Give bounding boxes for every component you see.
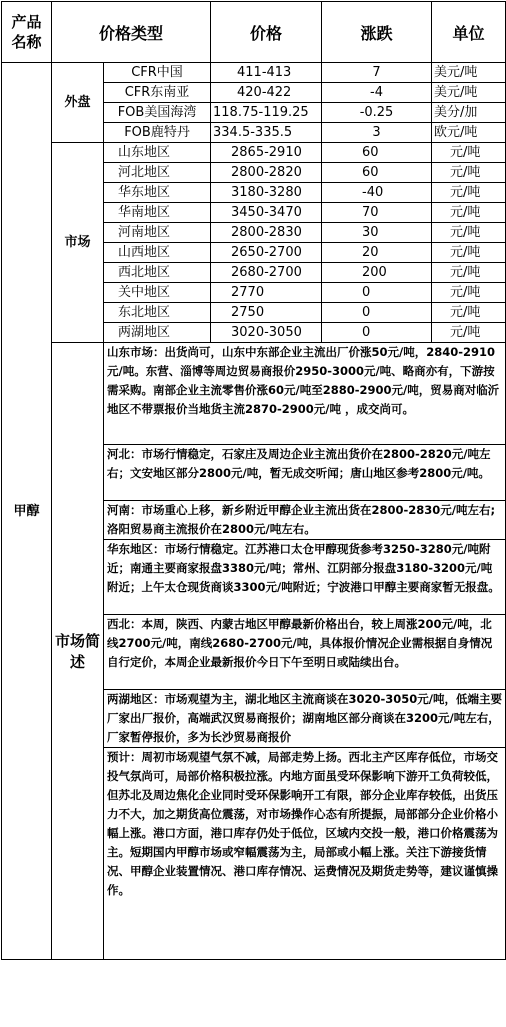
price-type-cell: 华东地区 <box>104 183 211 203</box>
header-change: 涨跌 <box>322 2 432 63</box>
change-cell: 200 <box>322 263 432 283</box>
price-cell: 2800-2820 <box>211 163 322 183</box>
price-type-cell: 关中地区 <box>104 283 211 303</box>
summary-row <box>2 343 506 445</box>
price-type-cell: 两湖地区 <box>104 323 211 343</box>
change-cell: 3 <box>322 123 432 143</box>
header-type: 价格类型 <box>52 2 211 63</box>
summary-text-cell: 两湖地区：市场观望为主，湖北地区主流商谈在3020-3050元/吨，低端主要厂家出厂报价，高端武汉贸易商报价；湖南地区部分商谈在3200元/吨左右，厂家暂停报价，多为长沙贸易商报价 <box>104 690 506 748</box>
price-type-cell: 东北地区 <box>104 303 211 323</box>
unit-cell: 元/吨 <box>432 223 506 243</box>
change-cell: 30 <box>322 223 432 243</box>
price-type-cell: 西北地区 <box>104 263 211 283</box>
unit-cell: 元/吨 <box>432 143 506 163</box>
unit-cell: 元/吨 <box>432 163 506 183</box>
unit-cell: 美元/吨 <box>432 63 506 83</box>
change-cell: 7 <box>322 63 432 83</box>
change-cell: 20 <box>322 243 432 263</box>
change-cell: -0.25 <box>322 103 432 123</box>
unit-cell: 元/吨 <box>432 263 506 283</box>
summary-group-label <box>52 343 104 960</box>
market-group-label: 市场 <box>52 143 104 343</box>
unit-cell: 欧元/吨 <box>432 123 506 143</box>
price-cell: 2650-2700 <box>211 243 322 263</box>
summary-text-cell: 预计：周初市场观望气氛不减，局部走势上扬。西北主产区库存低位，市场交投气氛尚可，局部价格积极拉涨。内地方面虽受环保影响下游开工负荷较低，但苏北及周边焦化企业同时受环保影响开工有限，部分企业库存较低，出货压力不大，加之期货高位震荡，对市场操作心态有所提振，局部部分企业价格小幅上涨。港口方面，港口库存仍处于低位，区域内交投一般，港口价格震荡为主。短期国内甲醇市场或窄幅震荡为主，局部或小幅上涨。关注下游接货情况、甲醇企业装置情况、港口库存情况、运费情况及期货走势等，建议谨慎操作。 <box>104 748 506 960</box>
price-cell: 118.75-119.25 <box>211 103 322 123</box>
summary-text-cell: 河南：市场重心上移，新乡附近甲醇企业主流出货在2800-2830元/吨左右;洛阳贸易商主流报价在2800元/吨左右。 <box>104 501 506 540</box>
external-group-label: 外盘 <box>52 63 104 143</box>
price-cell: 2865-2910 <box>211 143 322 163</box>
header-unit: 单位 <box>432 2 506 63</box>
price-cell: 3020-3050 <box>211 323 322 343</box>
summary-text-cell: 西北：本周，陕西、内蒙古地区甲醇最新价格出台，较上周涨200元/吨，北线2700元/吨，南线2680-2700元/吨，具体报价情况企业需根据自身情况自行定价，本周企业最新报价今日下午至明日或陆续出台。 <box>104 615 506 690</box>
change-cell: 0 <box>322 303 432 323</box>
price-type-cell: 山西地区 <box>104 243 211 263</box>
price-cell: 420-422 <box>211 83 322 103</box>
unit-cell: 元/吨 <box>432 243 506 263</box>
summary-text-cell: 山东市场：出货尚可，山东中东部企业主流出厂价涨50元/吨，2840-2910元/吨。东营、淄博等周边贸易商报价2950-3000元/吨、略商亦有，下游按需采购。南部企业主流零售价涨60元/吨至2880-2900元/吨，贸易商对临沂地区不带票报价当地货主流2870-2900元/吨 ，成交尚可。 <box>104 343 506 445</box>
unit-cell: 元/吨 <box>432 283 506 303</box>
price-cell: 2680-2700 <box>211 263 322 283</box>
change-cell: 0 <box>322 323 432 343</box>
summary-group-label-text: 市场简 述 <box>54 632 100 671</box>
methanol-price-table <box>1 1 506 960</box>
change-cell: -4 <box>322 83 432 103</box>
price-type-cell: FOB美国海湾 <box>104 103 211 123</box>
market-row <box>2 143 506 163</box>
price-cell: 411-413 <box>211 63 322 83</box>
change-cell: 0 <box>322 283 432 303</box>
unit-cell: 元/吨 <box>432 203 506 223</box>
header-price: 价格 <box>211 2 322 63</box>
price-type-cell: 河南地区 <box>104 223 211 243</box>
price-type-cell: 河北地区 <box>104 163 211 183</box>
summary-text-cell: 河北：市场行情稳定，石家庄及周边企业主流出货价在2800-2820元/吨左右；文安地区部分2800元/吨，暂无成交听闻；唐山地区参考2800元/吨。 <box>104 445 506 501</box>
price-type-cell: CFR东南亚 <box>104 83 211 103</box>
external-row <box>2 63 506 83</box>
unit-cell: 美分/加 <box>432 103 506 123</box>
change-cell: 60 <box>322 163 432 183</box>
price-type-cell: 华南地区 <box>104 203 211 223</box>
price-type-cell: CFR中国 <box>104 63 211 83</box>
price-type-cell: FOB鹿特丹 <box>104 123 211 143</box>
unit-cell: 元/吨 <box>432 183 506 203</box>
price-type-cell: 山东地区 <box>104 143 211 163</box>
unit-cell: 元/吨 <box>432 323 506 343</box>
change-cell: 60 <box>322 143 432 163</box>
change-cell: -40 <box>322 183 432 203</box>
price-cell: 2800-2830 <box>211 223 322 243</box>
summary-text-cell: 华东地区：市场行情稳定。江苏港口太仓甲醇现货参考3250-3280元/吨附近；南通主要商家报盘3380元/吨；常州、江阴部分报盘3180-3200元/吨附近；上午太仓现货商谈3300元/吨附近；宁波港口甲醇主要商家暂无报盘。 <box>104 540 506 615</box>
price-cell: 2770 <box>211 283 322 303</box>
price-cell: 334.5-335.5 <box>211 123 322 143</box>
unit-cell: 元/吨 <box>432 303 506 323</box>
product-name-cell: 甲醇 <box>2 63 52 960</box>
header-product-text: 产品 名称 <box>11 13 42 51</box>
change-cell: 70 <box>322 203 432 223</box>
price-cell: 3450-3470 <box>211 203 322 223</box>
header-row <box>2 2 506 63</box>
price-cell: 2750 <box>211 303 322 323</box>
header-product <box>2 2 52 63</box>
unit-cell: 美元/吨 <box>432 83 506 103</box>
price-cell: 3180-3280 <box>211 183 322 203</box>
